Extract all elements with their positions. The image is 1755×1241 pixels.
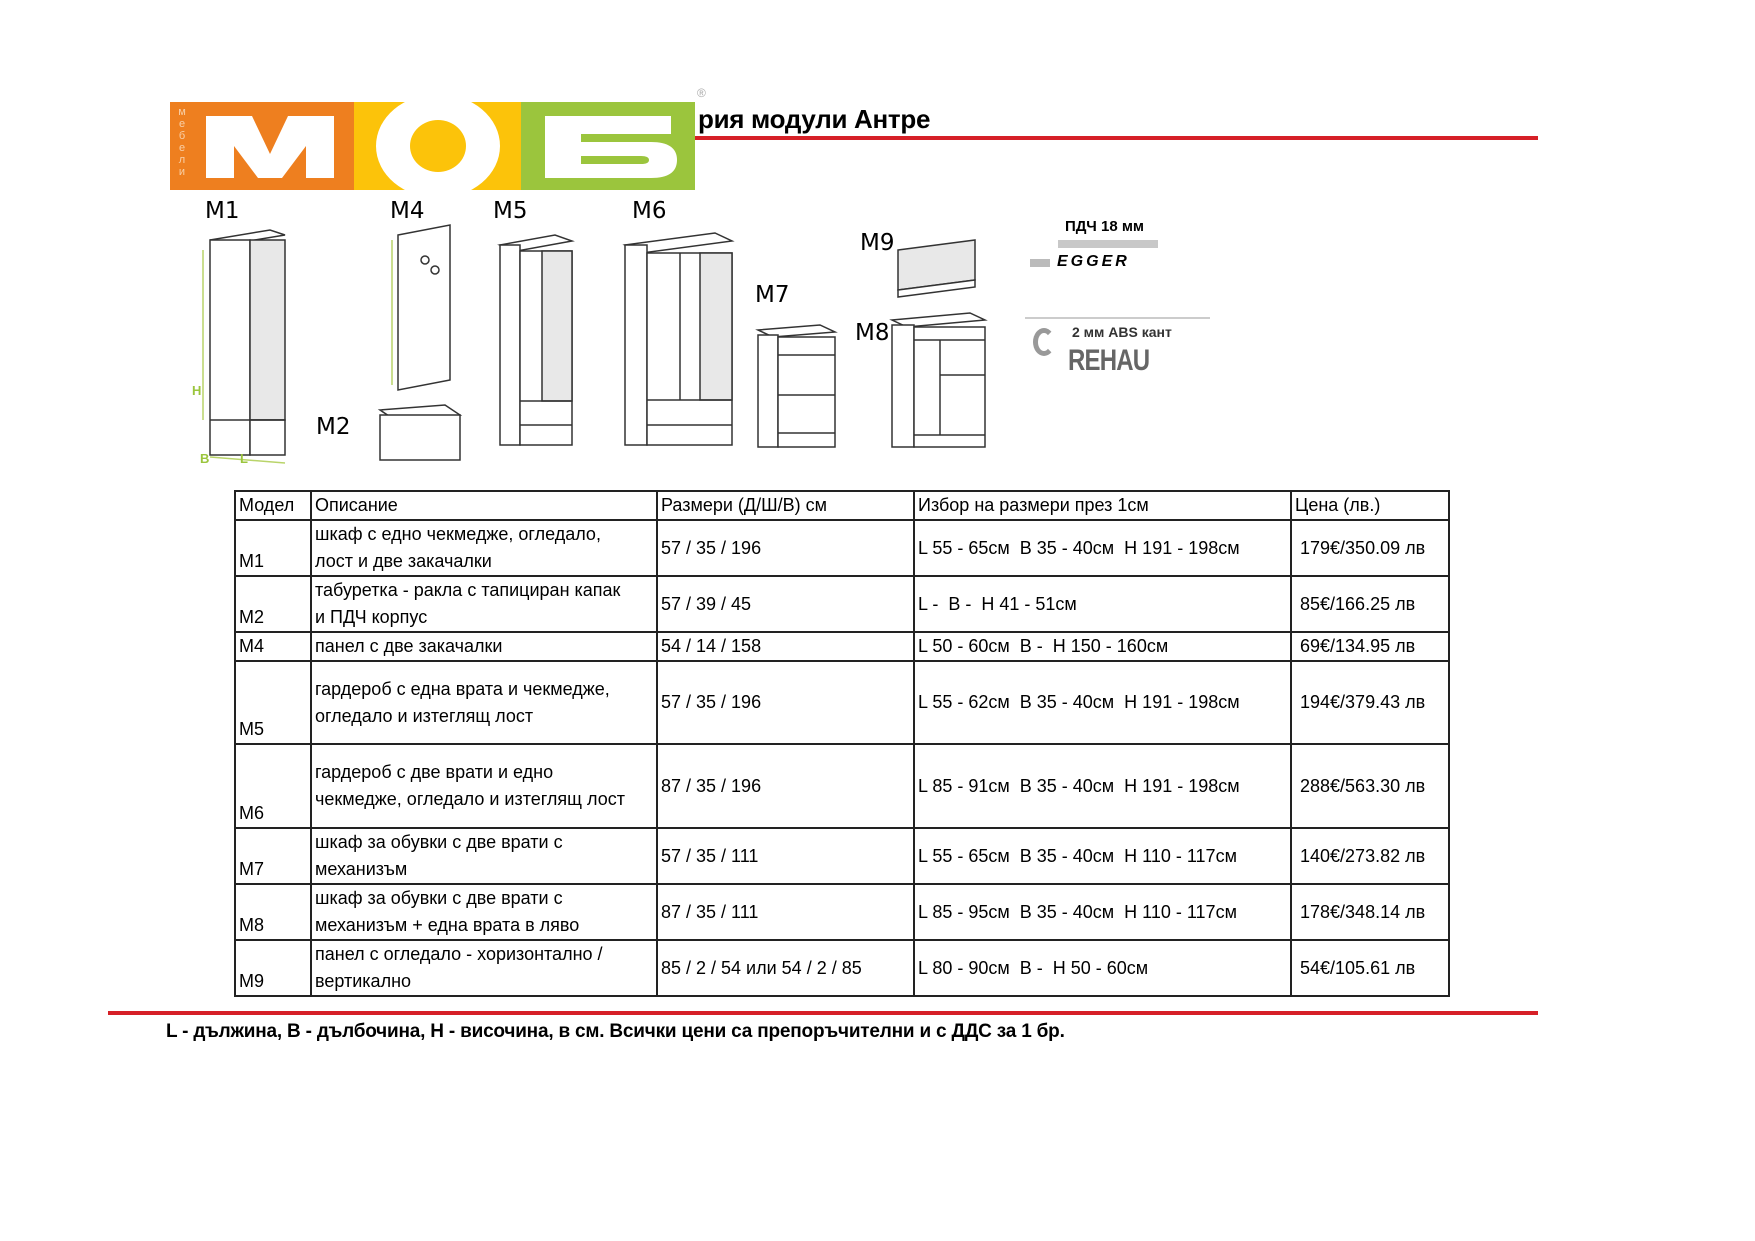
cell-dimensions: 57 / 35 / 111 — [657, 828, 914, 884]
drawing-m6 — [625, 233, 732, 445]
desc-line: гардероб с една врата и чекмедже, — [315, 678, 610, 699]
cell-model: M9 — [235, 940, 311, 996]
illustration-label-m4: M4 — [390, 198, 425, 224]
furniture-illustrations — [180, 195, 1080, 465]
cell-price: 178€/348.14 лв — [1291, 884, 1449, 940]
cell-description — [311, 828, 657, 884]
cell-size-range: L 55 - 65см B 35 - 40см H 191 - 198см — [914, 520, 1291, 576]
desc-line: и ПДЧ корпус — [315, 607, 428, 627]
logo-letter-m — [170, 102, 354, 190]
dim-label-h: H — [192, 383, 202, 398]
drawing-m2 — [380, 405, 460, 460]
cell-price: 69€/134.95 лв — [1291, 632, 1449, 661]
cell-model: M1 — [235, 520, 311, 576]
cell-dimensions: 54 / 14 / 158 — [657, 632, 914, 661]
cell-model: M2 — [235, 576, 311, 632]
cell-dimensions: 85 / 2 / 54 или 54 / 2 / 85 — [657, 940, 914, 996]
desc-line: механизъм — [315, 859, 408, 879]
egger-logo: EGGER — [1057, 253, 1130, 270]
cell-dimensions: 57 / 35 / 196 — [657, 520, 914, 576]
logo-vertical-text: м е б е л и — [178, 106, 186, 178]
cell-size-range: L 85 - 95см B 35 - 40см H 110 - 117см — [914, 884, 1291, 940]
drawing-m5 — [500, 235, 572, 445]
cell-price: 194€/379.43 лв — [1291, 661, 1449, 744]
dim-label-b: B — [200, 451, 210, 465]
desc-line: вертикално — [315, 971, 412, 991]
cell-price: 54€/105.61 лв — [1291, 940, 1449, 996]
desc-line: механизъм + една врата в ляво — [315, 915, 580, 935]
header-model: Модел — [235, 491, 311, 520]
footer-divider — [108, 1011, 1538, 1015]
egger-bar — [1058, 240, 1158, 248]
page-title: рия модули Антре — [698, 104, 931, 134]
cell-price: 140€/273.82 лв — [1291, 828, 1449, 884]
header-dimensions: Размери (Д/Ш/В) см — [657, 491, 914, 520]
cell-model: M5 — [235, 661, 311, 744]
rehau-mark-icon — [1033, 328, 1055, 356]
cell-description — [311, 576, 657, 632]
footer-note: L - дължина, B - дълбочина, H - височина, в см. Всички цени са препоръчителни и с ДДС за 1 бр. — [166, 1021, 1065, 1042]
table-row — [235, 576, 1449, 632]
brand-logo — [170, 102, 695, 190]
desc-line: табуретка - ракла с тапициран капак — [315, 580, 621, 600]
header-size-range: Избор на размери през 1см — [914, 491, 1291, 520]
cell-dimensions: 57 / 35 / 196 — [657, 661, 914, 744]
cell-description — [311, 520, 657, 576]
cell-model: M4 — [235, 632, 311, 661]
cell-size-range: L 55 - 65см B 35 - 40см H 110 - 117см — [914, 828, 1291, 884]
drawing-m7 — [758, 325, 835, 447]
illustration-label-m6: M6 — [632, 198, 667, 224]
table-row — [235, 520, 1449, 576]
desc-line: панел с огледало - хоризонтално / — [315, 944, 603, 964]
desc-line: шкаф за обувки с две врати с — [315, 888, 563, 908]
desc-line: шкаф с едно чекмедже, огледало, — [315, 524, 601, 544]
cell-description — [311, 744, 657, 828]
table-row — [235, 744, 1449, 828]
cell-description: панел с две закачалки — [311, 632, 657, 661]
illustration-label-m5: M5 — [493, 198, 528, 224]
desc-line: чекмедже, огледало и изтеглящ лост — [315, 789, 625, 809]
drawing-m4 — [398, 225, 450, 390]
drawing-m9 — [898, 240, 975, 297]
materials-divider — [1025, 317, 1210, 319]
edge-spec: 2 мм ABS кант — [1072, 324, 1172, 340]
cell-size-range: L 80 - 90см B - H 50 - 60см — [914, 940, 1291, 996]
drawing-m1 — [210, 230, 285, 455]
illustration-label-m1: M1 — [205, 198, 240, 224]
cell-dimensions: 87 / 35 / 111 — [657, 884, 914, 940]
title-underline — [695, 136, 1538, 140]
table-row — [235, 884, 1449, 940]
illustration-label-m8: M8 — [855, 320, 890, 346]
illustration-label-m7: M7 — [755, 282, 790, 308]
cell-size-range: L 55 - 62см B 35 - 40см H 191 - 198см — [914, 661, 1291, 744]
cell-dimensions: 57 / 39 / 45 — [657, 576, 914, 632]
cell-model: M8 — [235, 884, 311, 940]
desc-line: гардероб с две врати и едно — [315, 762, 554, 782]
cell-model: M6 — [235, 744, 311, 828]
cell-dimensions: 87 / 35 / 196 — [657, 744, 914, 828]
logo-yellow-block — [354, 102, 521, 190]
table-row — [235, 632, 1449, 661]
table-header-row — [235, 491, 1449, 520]
dim-label-l: L — [240, 451, 248, 465]
cell-size-range: L 50 - 60см B - H 150 - 160см — [914, 632, 1291, 661]
price-table — [234, 490, 1450, 997]
cell-size-range: L 85 - 91см B 35 - 40см H 191 - 198см — [914, 744, 1291, 828]
table-row — [235, 661, 1449, 744]
cell-description — [311, 661, 657, 744]
header-description: Описание — [311, 491, 657, 520]
illustration-label-m9: M9 — [860, 230, 895, 256]
illustration-label-m2: M2 — [316, 414, 351, 440]
cell-price: 288€/563.30 лв — [1291, 744, 1449, 828]
desc-line: шкаф за обувки с две врати с — [315, 832, 563, 852]
logo-letter-b — [521, 102, 695, 190]
logo-green-block — [521, 102, 695, 190]
cell-description — [311, 940, 657, 996]
cell-model: M7 — [235, 828, 311, 884]
board-spec: ПДЧ 18 мм — [1065, 218, 1145, 235]
header-price: Цена (лв.) — [1291, 491, 1449, 520]
cell-price: 179€/350.09 лв — [1291, 520, 1449, 576]
cell-description — [311, 884, 657, 940]
rehau-logo: REHAU — [1068, 344, 1150, 377]
cell-price: 85€/166.25 лв — [1291, 576, 1449, 632]
logo-orange-block — [170, 102, 354, 190]
registered-mark: ® — [697, 86, 706, 100]
table-row — [235, 940, 1449, 996]
cell-size-range: L - B - H 41 - 51см — [914, 576, 1291, 632]
drawing-m8 — [892, 313, 985, 447]
table-row — [235, 828, 1449, 884]
egger-mark-icon — [1030, 259, 1050, 267]
desc-line: лост и две закачалки — [315, 551, 492, 571]
desc-line: огледало и изтеглящ лост — [315, 705, 534, 726]
logo-letter-o — [354, 102, 521, 190]
